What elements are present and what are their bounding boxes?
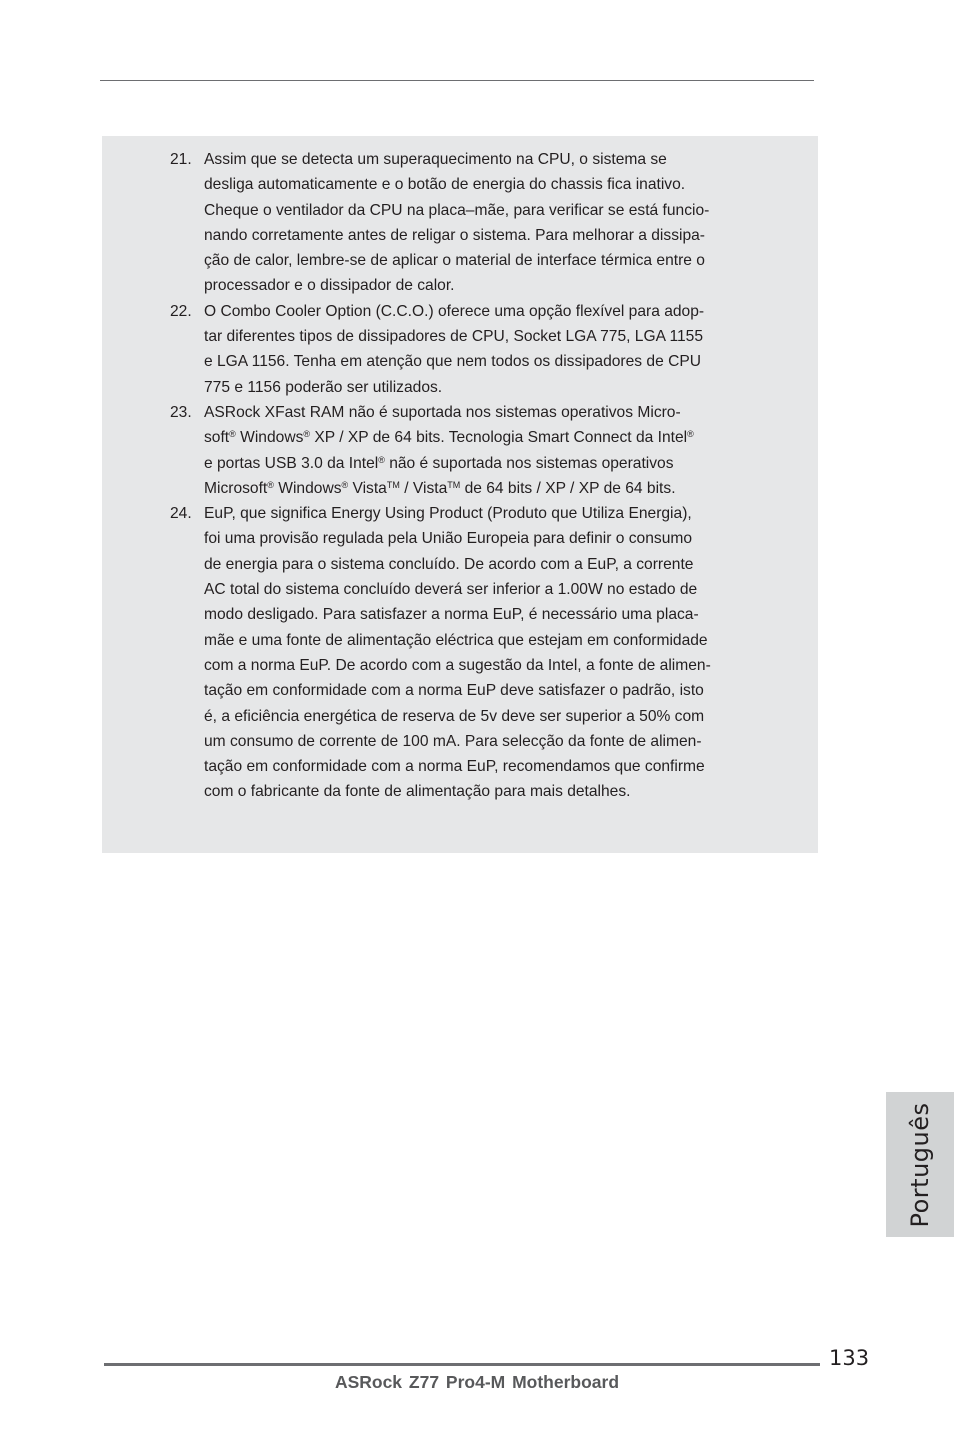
note-line: [204, 476, 760, 501]
note-line: ASRock XFast RAM não é suportada nos sistemas operativos Micro-: [204, 403, 681, 421]
text-run: de 64 bits / XP / XP de 64 bits.: [460, 479, 676, 497]
note-23: [160, 400, 760, 501]
note-line: Assim que se detecta um superaquecimento na CPU, o sistema se: [204, 151, 667, 168]
note-line: O Combo Cooler Option (C.C.O.) oferece uma opção flexível para adop-: [204, 302, 705, 320]
note-line: tação em conformidade com a norma EuP, recomendamos que confirme: [204, 758, 705, 776]
registered-mark: ®: [229, 429, 236, 440]
note-line: AC total do sistema concluído deverá ser inferior a 1.00W no estado de: [204, 581, 698, 599]
note-line: com o fabricante da fonte de alimentação para mais detalhes.: [204, 783, 631, 801]
note-line: e LGA 1156. Tenha em atenção que nem todos os dissipadores de CPU: [204, 353, 702, 371]
note-line: tar diferentes tipos de dissipadores de CPU, Socket LGA 775, LGA 1155: [204, 328, 704, 346]
language-tab: [886, 1092, 954, 1237]
registered-mark: ®: [687, 429, 694, 440]
text-run: não é suportada nos sistemas operativos: [384, 454, 674, 472]
note-line: processador e o dissipador de calor.: [204, 277, 455, 295]
top-rule: [100, 80, 814, 81]
note-line: de energia para o sistema concluído. De acordo com a EuP, a corrente: [204, 555, 694, 573]
note-22: [160, 299, 760, 400]
trademark-mark: TM: [447, 479, 461, 490]
registered-mark: ®: [341, 479, 349, 490]
text-run: / Vista: [399, 479, 448, 497]
note-line: nando corretamente antes de religar o sistema. Para melhorar a dissipa-: [204, 226, 705, 244]
text-run: soft: [204, 429, 230, 447]
note-21: [160, 147, 760, 299]
text-run: Windows: [273, 479, 342, 497]
trademark-mark: TM: [386, 479, 400, 490]
bottom-rule: [104, 1363, 820, 1366]
registered-mark: ®: [303, 429, 311, 440]
text-run: XP / XP de 64 bits. Tecnologia Smart Connect da Intel: [310, 429, 688, 447]
language-tab-label: Português: [906, 1101, 934, 1228]
note-24: [160, 501, 760, 805]
page-number: 133: [829, 1346, 870, 1370]
note-number: 23.: [170, 403, 192, 421]
text-run: Vista: [348, 479, 387, 497]
note-line: desliga automaticamente e o botão de energia do chassis fica inativo.: [204, 176, 686, 194]
note-line: EuP, que significa Energy Using Product (Produto que Utiliza Energia),: [204, 505, 692, 523]
note-line: é, a eficiência energética de reserva de 5v deve ser superior a 50% com: [204, 707, 705, 725]
note-number: 22.: [170, 302, 192, 320]
note-line: tação em conformidade com a norma EuP deve satisfazer o padrão, isto: [204, 682, 704, 700]
note-line: mãe e uma fonte de alimentação eléctrica que estejam em conformidade: [204, 631, 708, 649]
notes-list: [160, 147, 760, 805]
registered-mark: ®: [267, 479, 274, 490]
note-line: Cheque o ventilador da CPU na placa–mãe, para verificar se está funcio-: [204, 201, 710, 219]
text-run: e portas USB 3.0 da Intel: [204, 454, 379, 472]
note-number: 24.: [170, 505, 192, 523]
note-line: foi uma provisão regulada pela União Europeia para definir o consumo: [204, 530, 693, 548]
note-line: [204, 451, 760, 476]
note-line: um consumo de corrente de 100 mA. Para selecção da fonte de alimen-: [204, 732, 702, 750]
note-line: 775 e 1156 poderão ser utilizados.: [204, 378, 443, 396]
text-run: Windows: [235, 429, 304, 447]
text-run: Microsoft: [204, 479, 268, 497]
footer-title: ASRock Z77 Pro4-M Motherboard: [334, 1372, 620, 1392]
note-line: com a norma EuP. De acordo com a sugestão da Intel, a fonte de alimen-: [204, 656, 711, 674]
note-number: 21.: [170, 151, 192, 168]
note-line: [204, 425, 760, 450]
registered-mark: ®: [378, 454, 385, 465]
note-line: ção de calor, lembre-se de aplicar o material de interface térmica entre o: [204, 252, 705, 270]
note-line: modo desligado. Para satisfazer a norma EuP, é necessário uma placa-: [204, 606, 699, 624]
